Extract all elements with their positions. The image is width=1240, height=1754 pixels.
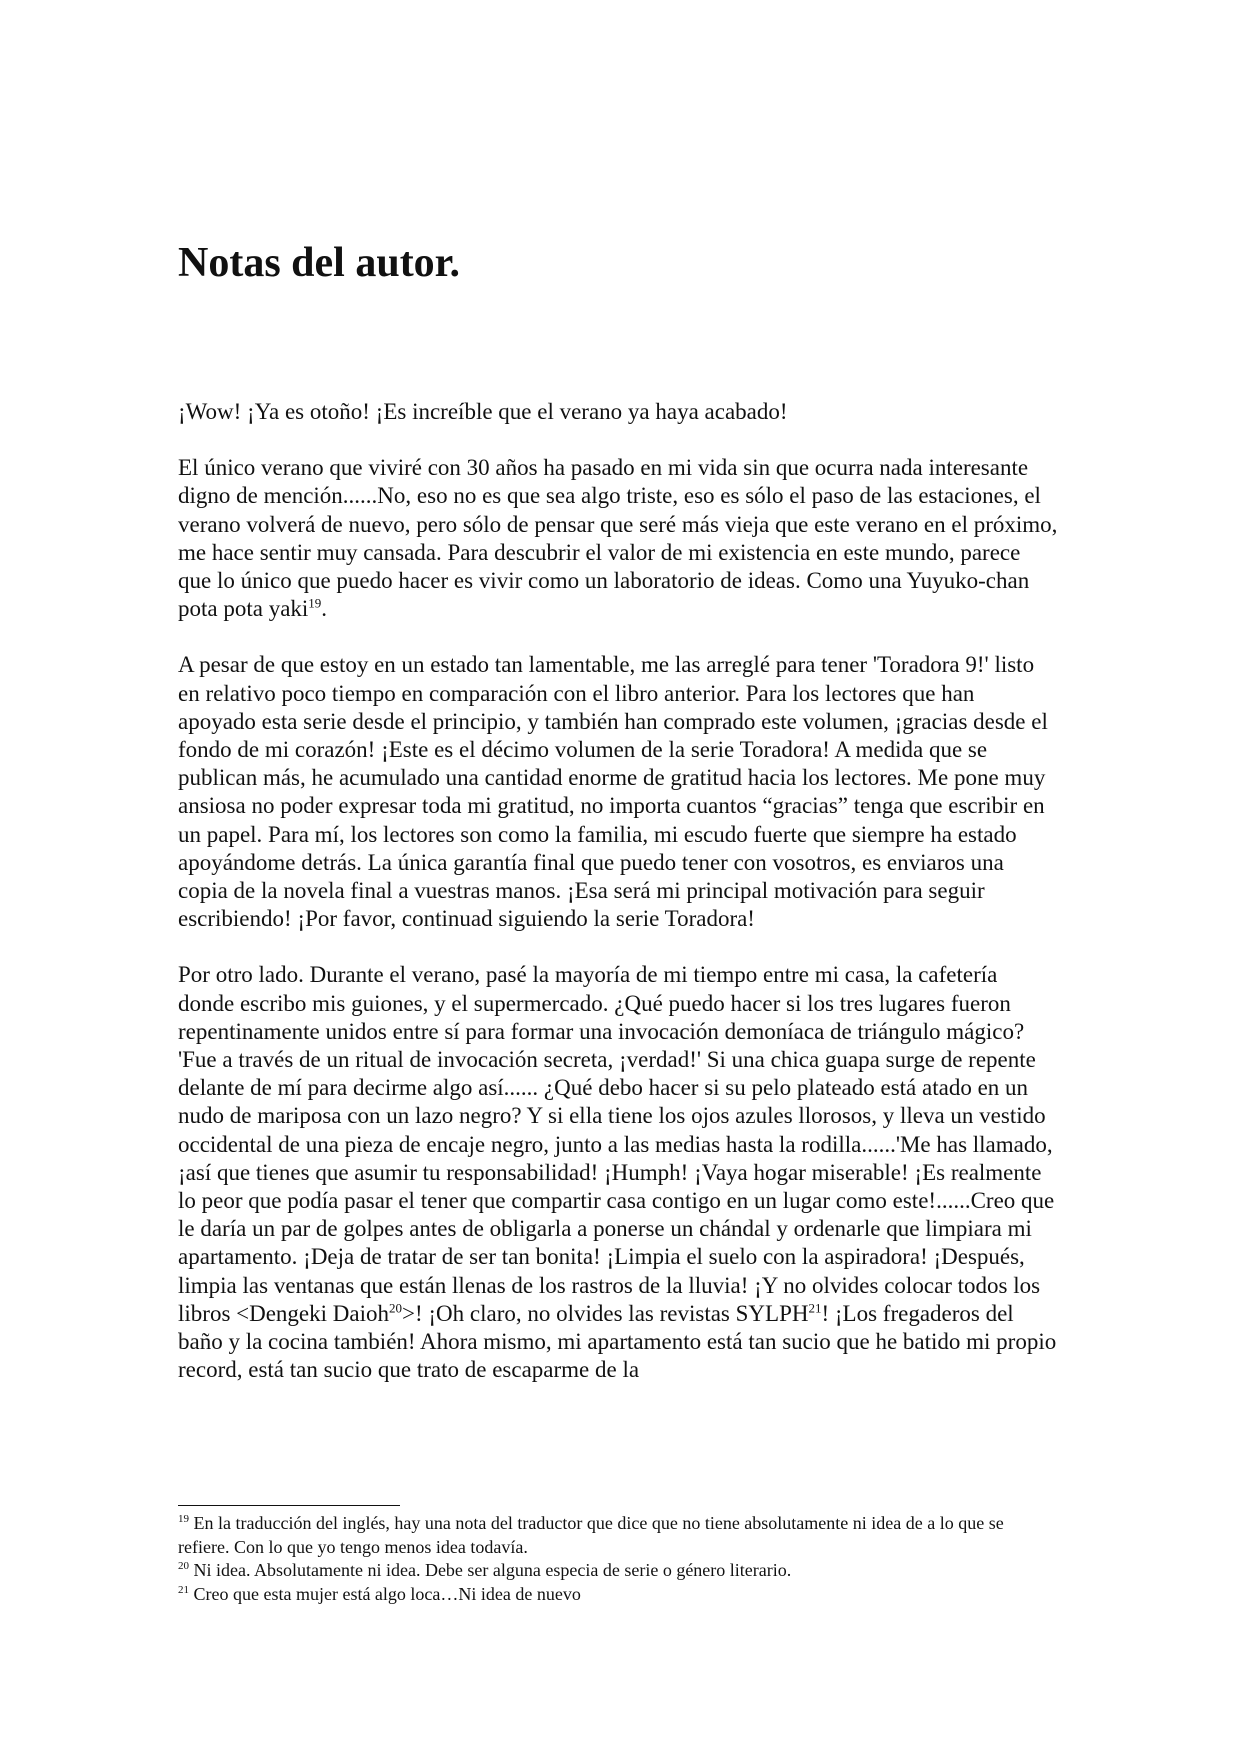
page-title: Notas del autor. <box>178 240 460 286</box>
paragraph-3-text: A pesar de que estoy en un estado tan lamentable, me las arreglé para tener 'Toradora 9!' listo en relativo poco tiempo en comparación con el libro anterior. Para los lectores que han apoyado esta serie desde el principio, y también han comprado este volumen, ¡gracias desde el fondo de mi corazón! ¡Este es el décimo volumen de la serie Toradora! A medida que se publican más, he acumulado una cantidad enorme de gratitud hacia los lectores. Me pone muy ansiosa no poder expresar toda mi gratitud, no importa cuantos “gracias” tenga que escribir en un papel. Para mí, los lectores son como la familia, mi escudo fuerte que siempre ha estado apoyándome detrás. La única garantía final que puedo tener con vosotros, es enviaros una copia de la novela final a vuestras manos. ¡Esa será mi principal motivación para seguir escribiendo! ¡Por favor, continuad siguiendo la serie Toradora! <box>178 652 1048 932</box>
footnote-ref-21[interactable]: 21 <box>808 1300 822 1316</box>
footnote-ref-19[interactable]: 19 <box>308 595 322 611</box>
paragraph-2 <box>178 454 1058 623</box>
paragraph-4-text-b: >! ¡Oh claro, no olvides las revistas SYLPH <box>402 1300 809 1326</box>
footnote-text: En la traducción del inglés, hay una nota del traductor que dice que no tiene absolutamente ni idea de a lo que se refiere. Con lo que yo tengo menos idea todavía. <box>178 1513 1004 1557</box>
paragraph-1 <box>178 398 1058 426</box>
footnote-divider <box>178 1505 400 1506</box>
paragraph-4 <box>178 961 1058 1384</box>
footnote-number: 21 <box>178 1583 189 1596</box>
paragraph-4-text-c: ! ¡Los fregaderos del baño y la cocina también! Ahora mismo, mi apartamento está tan sucio que he batido mi propio record, está tan sucio que trato de escaparme de la <box>178 1300 1057 1383</box>
footnote-text: Creo que esta mujer está algo loca…Ni idea de nuevo <box>189 1583 581 1604</box>
footnote-20 <box>178 1559 1058 1583</box>
paragraph-3 <box>178 651 1058 933</box>
footnote-number: 20 <box>178 1560 189 1572</box>
paragraph-2-text: El único verano que viviré con 30 años ha pasado en mi vida sin que ocurra nada interesante digno de mención......No, eso no es que sea algo triste, eso es sólo el paso de las estaciones, el verano volverá de nuevo, pero sólo de pensar que seré más vieja que este verano en el próximo, me hace sentir muy cansada. Para descubrir el valor de mi existencia en este mundo, parece que lo único que puedo hacer es vivir como un laboratorio de ideas. Como una Yuyuko-chan pota pota yaki <box>178 455 1058 622</box>
footnote-text: Ni idea. Absolutamente ni idea. Debe ser alguna especia de serie o género literario. <box>189 1560 792 1580</box>
body-text <box>178 398 1058 1413</box>
footnote-number: 19 <box>178 1513 189 1525</box>
footnote-19 <box>178 1512 1058 1559</box>
paragraph-1-text: ¡Wow! ¡Ya es otoño! ¡Es increíble que el verano ya haya acabado! <box>178 399 788 424</box>
footnote-ref-20[interactable]: 20 <box>389 1300 402 1316</box>
footnote-21 <box>178 1583 1058 1607</box>
footnotes <box>178 1512 1058 1606</box>
paragraph-4-text-a: Por otro lado. Durante el verano, pasé la mayoría de mi tiempo entre mi casa, la cafetería donde escribo mis guiones, y el supermercado. ¿Qué puedo hacer si los tres lugares fueron repentinamente unidos entre sí para formar una invocación demoníaca de triángulo mágico? 'Fue a través de un ritual de invocación secreta, ¡verdad!' Si una chica guapa surge de repente delante de mí para decirme algo así...... ¿Qué debo hacer si su pelo plateado está atado en un nudo de mariposa con un lazo negro? Y si ella tiene los ojos azules llorosos, y lleva un vestido occidental de una pieza de encaje negro, junto a las medias hasta la rodilla......'Me has llamado, ¡así que tienes que asumir tu responsabilidad! ¡Humph! ¡Vaya hogar miserable! ¡Es realmente lo peor que podía pasar el tener que compartir casa contigo en un lugar como este!......Creo que le daría un par de golpes antes de obligarla a ponerse un chándal y ordenarle que limpiara mi apartamento. ¡Deja de tratar de ser tan bonita! ¡Limpia el suelo con la aspiradora! ¡Después, limpia las ventanas que están llenas de los rastros de la lluvia! ¡Y no olvides colocar todos los libros <Dengeki Daioh <box>178 962 1055 1326</box>
paragraph-2-end: . <box>321 596 328 622</box>
